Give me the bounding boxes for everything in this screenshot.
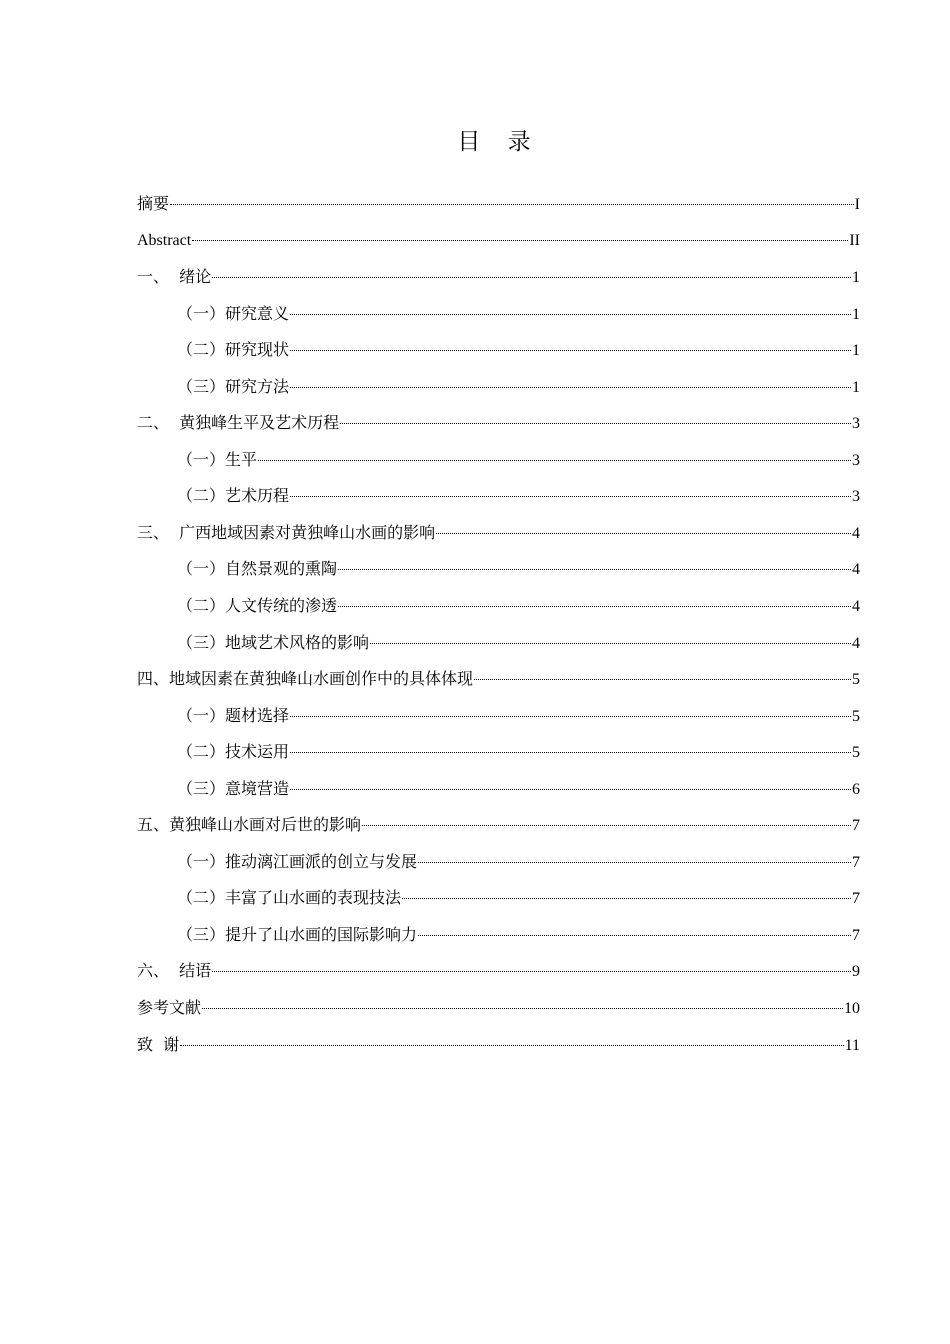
toc-entry-label: 五、黄独峰山水画对后世的影响: [137, 815, 362, 835]
toc-dot-leader: [212, 276, 851, 278]
toc-entry-chapter-5[interactable]: [137, 807, 860, 844]
toc-entry-section-3-1[interactable]: [137, 551, 860, 588]
toc-entry-label: 摘要: [137, 194, 170, 213]
toc-dot-leader: [338, 568, 851, 570]
toc-entry-label: 参考文献: [137, 998, 202, 1018]
toc-entry-acknowledgements[interactable]: [137, 1027, 860, 1064]
toc-entry-section-3-3[interactable]: [137, 625, 860, 662]
toc-dot-leader: [170, 203, 854, 205]
toc-entry-page: 5: [852, 744, 860, 762]
toc-entry-section-4-1[interactable]: [137, 698, 860, 735]
toc-entry-label: （一）生平: [177, 449, 258, 469]
toc-entry-page: 6: [852, 780, 860, 798]
toc-entry-section-5-1[interactable]: [137, 844, 860, 881]
toc-entry-page: 7: [852, 853, 860, 871]
toc-dot-leader: [290, 495, 851, 497]
toc-entry-label: （三）研究方法: [177, 376, 290, 396]
toc-entry-label: （一）研究意义: [177, 303, 290, 323]
toc-entry-abstract-cn[interactable]: [137, 186, 860, 223]
toc-dot-leader: [202, 1007, 843, 1009]
toc-entry-page: 9: [852, 963, 860, 981]
toc-entry-label: 六、 结语: [137, 961, 212, 981]
toc-dot-leader: [290, 386, 851, 388]
toc-entry-section-5-2[interactable]: [137, 880, 860, 917]
toc-entry-label: 四、地域因素在黄独峰山水画创作中的具体体现: [137, 669, 474, 689]
toc-entry-chapter-3[interactable]: [137, 515, 860, 552]
toc-entry-section-1-2[interactable]: [137, 332, 860, 369]
toc-dot-leader: [192, 239, 848, 241]
toc-entry-page: 4: [852, 561, 860, 579]
toc-title: 目 录: [457, 129, 541, 155]
toc-entry-page: 7: [852, 926, 860, 944]
toc-entry-chapter-4[interactable]: [137, 661, 860, 698]
toc-entry-label: 三、 广西地域因素对黄独峰山水画的影响: [137, 522, 436, 542]
toc-entry-page: 1: [852, 269, 860, 287]
toc-dot-leader: [258, 459, 851, 461]
toc-entry-chapter-2[interactable]: [137, 405, 860, 442]
toc-dot-leader: [212, 970, 851, 972]
toc-dot-leader: [290, 715, 851, 717]
toc-dot-leader: [370, 642, 851, 644]
toc-entry-page: 3: [852, 451, 860, 469]
toc-entry-label: 一、 绪论: [137, 267, 212, 287]
toc-entry-page: 10: [844, 1000, 860, 1018]
toc-entry-label: （三）地域艺术风格的影响: [177, 632, 370, 652]
toc-entry-label: （二）人文传统的渗透: [177, 596, 338, 616]
toc-dot-leader: [290, 349, 851, 351]
toc-entry-page: 5: [852, 671, 860, 689]
toc-entry-section-3-2[interactable]: [137, 588, 860, 625]
toc-entry-label: （二）技术运用: [177, 742, 290, 762]
toc-entry-section-1-1[interactable]: [137, 296, 860, 333]
toc-entry-label: （二）研究现状: [177, 340, 290, 360]
toc-entry-page: 5: [852, 707, 860, 725]
toc-entry-page: 4: [852, 598, 860, 616]
toc-entry-chapter-1[interactable]: [137, 259, 860, 296]
toc-dot-leader: [436, 532, 851, 534]
toc-entry-label: （二）丰富了山水画的表现技法: [177, 888, 402, 908]
toc-entry-chapter-6[interactable]: [137, 953, 860, 990]
toc-entry-section-4-2[interactable]: [137, 734, 860, 771]
toc-entry-page: 4: [852, 524, 860, 542]
toc-entry-label: （三）意境营造: [177, 778, 290, 798]
toc-dot-leader: [338, 605, 851, 607]
toc-entry-label: （三）提升了山水画的国际影响力: [177, 924, 418, 944]
toc-entry-section-5-3[interactable]: [137, 917, 860, 954]
toc-entry-page: 7: [852, 817, 860, 835]
toc-entry-references[interactable]: [137, 990, 860, 1027]
toc-dot-leader: [402, 897, 851, 899]
toc-entry-label: 致 谢: [137, 1034, 180, 1054]
toc-entry-label: （一）推动漓江画派的创立与发展: [177, 851, 418, 871]
toc-entry-page: 7: [852, 890, 860, 908]
toc-entry-section-2-2[interactable]: [137, 478, 860, 515]
toc-entry-abstract-en[interactable]: [137, 223, 860, 260]
toc-entry-page: 3: [852, 415, 860, 433]
toc-dot-leader: [340, 422, 851, 424]
toc-entry-page: 1: [852, 305, 860, 323]
toc-dot-leader: [290, 313, 851, 315]
toc-dot-leader: [290, 751, 851, 753]
toc-dot-leader: [418, 934, 851, 936]
toc-entry-page: 1: [852, 342, 860, 360]
toc-entry-page: 1: [852, 378, 860, 396]
toc-entry-page: 3: [852, 488, 860, 506]
toc-dot-leader: [474, 678, 851, 680]
toc-entry-label: （一）自然景观的熏陶: [177, 559, 338, 579]
toc-entry-label: Abstract: [137, 231, 192, 249]
toc-entry-label: （一）题材选择: [177, 705, 290, 725]
toc-entry-page: I: [854, 196, 860, 213]
toc-dot-leader: [418, 861, 851, 863]
toc-entry-page: 4: [852, 634, 860, 652]
toc-entry-label: 二、 黄独峰生平及艺术历程: [137, 413, 340, 433]
toc-dot-leader: [290, 788, 851, 790]
toc-entry-section-4-3[interactable]: [137, 771, 860, 808]
toc-entry-page: 11: [844, 1036, 860, 1054]
toc-list: [137, 186, 860, 1063]
toc-dot-leader: [180, 1044, 843, 1046]
toc-entry-label: （二）艺术历程: [177, 486, 290, 506]
toc-entry-page: II: [849, 231, 860, 249]
toc-dot-leader: [362, 824, 851, 826]
toc-entry-section-2-1[interactable]: [137, 442, 860, 479]
toc-entry-section-1-3[interactable]: [137, 369, 860, 406]
